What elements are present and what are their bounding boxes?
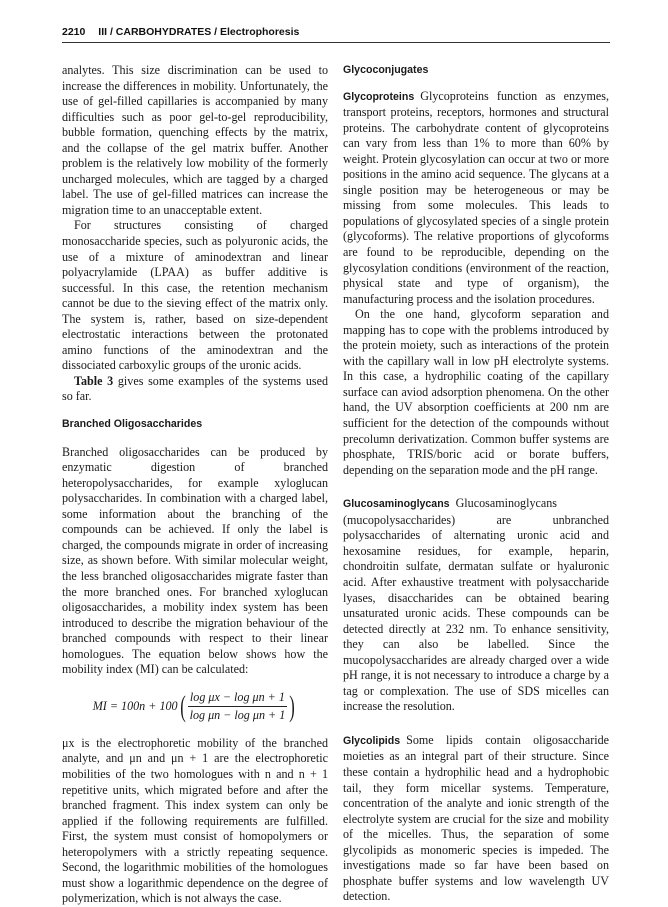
page-number: 2210	[62, 26, 86, 38]
equation-fraction	[188, 690, 288, 724]
equation-numerator: log μx − log μn + 1	[188, 690, 287, 708]
left-column	[62, 63, 328, 907]
paragraph: For structures consisting of charged monosaccharide species, such as polyuronic acids, the use of a mixture of aminodextran and linear polyacrylamide (LPAA) as buffer additive is successful. In this case, the retention mechanism cannot be due to the sieving effect of the matrix only. The system is, rather, based on size-dependent electrostatic interactions between the protonated amino functions of the aminodextran and the dissociated carboxylic groups of the uronic acids.	[62, 218, 328, 373]
paragraph: On the one hand, glycoform separation and mapping has to cope with the problems introduced by the protein moiety, such as interactions of the protein with the capillary wall in low pH electrolyte systems. In this case, a hydrophilic coating of the capillary surface can aviod adsorption phenomena. On the other hand, the UV absorption coefficients at 200 nm are sufficient for the detection of the compounds without precolumn derivatization. Common buffer systems are phosphate, TRIS/boric acid or borate buffers, depending on the separation mode and the pH range.	[343, 307, 609, 477]
running-title: III / CARBOHYDRATES / Electrophoresis	[98, 26, 300, 38]
paragraph: μx is the electrophoretic mobility of the branched analyte, and μn and μn + 1 are the electrophoretic mobilities of the two homologues with n and n + 1 repetitive units, which migrated before and after the branched fragment. This index system can only be applied if the following requirements are fulfilled. First, the system must consist of homopolymers or heteropolymers with a strictly repeating sequence. Second, the logarithmic mobilities of the homologues must show a logarithmic dependence on the degree of polymerization, which is not always the case.	[62, 735, 328, 906]
equation-denominator: log μn − log μn + 1	[189, 708, 286, 723]
section-heading: Branched Oligosaccharides	[62, 418, 203, 431]
left-paren: (	[179, 689, 186, 723]
equation-lhs: MI = 100n + 100	[92, 699, 178, 714]
mobility-index-equation	[62, 690, 328, 724]
paragraph: Glycolipids Some lipids contain oligosaccharide moieties as an integral part of their structure. Since these contain a hydrophilic head and a hydrophobic tail, they form micellar systems. Temperature, concentration of the analyte and ionic strength of the electrolyte system are crucial for the size and mobility of the micelles. Thus, the separation of some glycolipids as monomeric species is impeded. The investigations made so far have been based on phosphate buffer systems and low wavelength UV detection.	[343, 732, 609, 904]
paragraph: analytes. This size discrimination can be used to increase the differences in mobility. Unfortunately, the use of gel-filled capillaries is accompanied by many difficulties such as poor gel-to-gel reproducibility, bubble formation, quenching effects by the matrix, and the collapse of the gel matrix buffer. Another problem is the relatively low mobility of the formerly uncharged molecules, which are tagged by a charged label. The use of gel-filled matrices can increase the migration time to an unacceptable extent.	[62, 63, 328, 217]
running-header	[62, 26, 610, 38]
run-in-heading: Glycolipids	[343, 734, 401, 747]
run-in-heading: Glucosaminoglycans	[343, 498, 450, 511]
section-heading: Glycoconjugates	[343, 64, 429, 76]
table-reference[interactable]: Table 3	[74, 373, 114, 388]
paragraph: Glycoproteins Glycoproteins function as enzymes, transport proteins, receptors, hormones and structural proteins. The carbohydrate content of glycoproteins can vary from less than 1% to more than 60% by weight. Protein glycosylation can occur at two or more positions in the amino acid sequence. The glycans at a single position may be heterogeneous or may be missing from some molecules. This leads to populations of glycosylated species of a single protein (glycoforms). The relative proportions of glycoforms are found to be reproducible, depending on the glycosylation conditions (environment of the reaction, physical state and type of organism), the manufacturing process and the isolation procedures.	[343, 88, 609, 306]
paragraph: Branched oligosaccharides can be produced by enzymatic digestion of branched heteropolysaccharides, for example xyloglucan polysaccharides. In combination with a charged label, some information about the branching of the compounds can be achieved. If only the label is charged, the compounds migrate in order of increasing size, as shown before. With similar molecular weight, the less branched oligosaccharides migrate faster than the more branched ones. For branched xyloglucan oligosaccharides, a mobility index system has been introduced to describe the migration behaviour of the branched compounds with respect to their linear homologues. The equation below shows how the mobility index (MI) can be calculated:	[62, 444, 328, 677]
run-in-heading: Glycoproteins	[343, 90, 415, 103]
header-rule	[62, 42, 610, 43]
paragraph: Table 3 gives some examples of the systems used so far.	[62, 373, 328, 404]
right-column	[343, 63, 609, 905]
right-paren: )	[289, 689, 295, 723]
paragraph: Glucosaminoglycans Glucosaminoglycans (mucopolysaccharides) are unbranched polysaccharides of alternating uronic acid and hexosamine residues, for example, heparin, chondroitin sulfate, dermatan sulfate or hyaluronic acid. After exhaustive treatment with polysaccharide lyases, disaccharides can be obtained bearing unsaturated uronic acids. These compounds can be detected directly at 232 nm. To enhance sensitivity, they can also be labelled. Since the mucopolysaccharides are already charged over a wide pH range, it is not necessary to introduce a charge by a tag or complexation. The use of SDS micelles can increase the resolution.	[343, 496, 609, 714]
